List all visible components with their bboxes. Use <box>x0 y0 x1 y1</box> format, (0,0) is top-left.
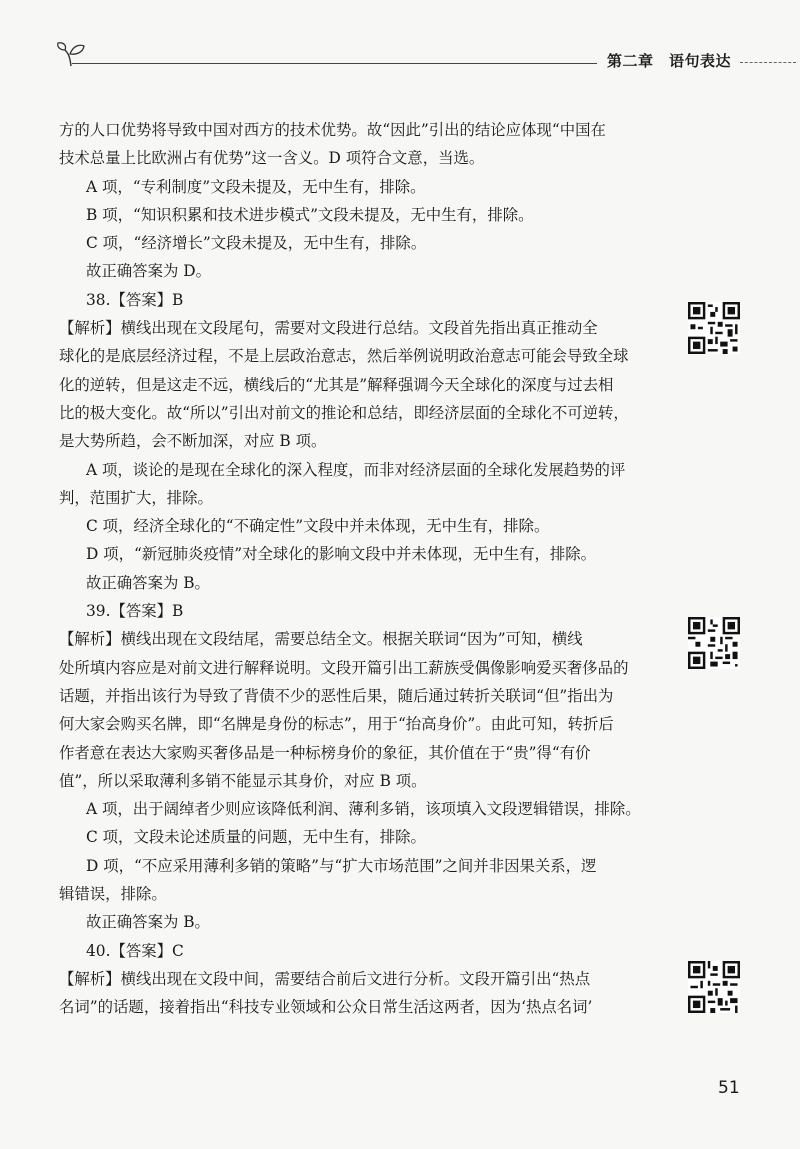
body-text <box>59 116 659 1022</box>
text-line: 故正确答案为 B。 <box>86 573 210 592</box>
text-line: 值”，所以采取薄利多销不能显示其身价，对应 B 项。 <box>59 771 427 790</box>
text-line: 技术总量上比欧洲占有优势”这一含义。D 项符合文意，当选。 <box>59 149 485 168</box>
text-line: 辑错误，排除。 <box>59 885 167 904</box>
text-line: 是大势所趋，会不断加深，对应 B 项。 <box>59 432 327 451</box>
qr-code-icon[interactable] <box>688 302 740 354</box>
text-line: 作者意在表达大家购买奢侈品是一种标榜身价的象征，其价值在于“贵”得“有价 <box>59 743 591 762</box>
text-line: 故正确答案为 B。 <box>86 913 210 932</box>
text-line: 故正确答案为 D。 <box>86 262 211 281</box>
text-line: 化的逆转，但是这走不远，横线后的“尤其是”解释强调今天全球化的深度与过去相 <box>59 375 614 394</box>
text-line: 处所填内容应是对前文进行解释说明。文段开篇引出工薪族受偶像影响爱买奢侈品的 <box>59 658 629 677</box>
header-rule <box>72 63 597 64</box>
text-line: 比的极大变化。故“所以”引出对前文的推论和总结，即经济层面的全球化不可逆转， <box>59 403 629 422</box>
header-rule-dashed <box>740 62 796 63</box>
text-line: 方的人口优势将导致中国对西方的技术优势。故“因此”引出的结论应体现“中国在 <box>59 121 606 139</box>
answer-line: 39.【答案】B <box>86 602 184 621</box>
chapter-title: 第二章 语句表达 <box>607 52 732 70</box>
text-line: C 项，文段未论述质量的问题，无中生有，排除。 <box>86 828 426 847</box>
text-line: C 项，经济全球化的“不确定性”文段中并未体现，无中生有，排除。 <box>86 517 550 536</box>
text-line: 【解析】横线出现在文段中间，需要结合前后文进行分析。文段开篇引出“热点 <box>59 969 591 988</box>
text-line: 球化的是底层经济过程，不是上层政治意志，然后举例说明政治意志可能会导致全球 <box>59 347 629 366</box>
text-line: D 项，“不应采用薄利多销的策略”与“扩大市场范围”之间并非因果关系，逻 <box>86 856 597 875</box>
running-header <box>0 40 800 80</box>
page-number: 51 <box>718 1078 740 1098</box>
text-line: 话题，并指出该行为导致了背债不少的恶性后果，随后通过转折关联词“但”指出为 <box>59 686 614 705</box>
text-line: 【解析】横线出现在文段尾句，需要对文段进行总结。文段首先指出真正推动全 <box>59 319 598 338</box>
qr-code-icon[interactable] <box>688 617 740 669</box>
text-line: D 项，“新冠肺炎疫情”对全球化的影响文段中并未体现，无中生有，排除。 <box>86 545 597 564</box>
text-line: 【解析】横线出现在文段结尾，需要总结全文。根据关联词“因为”可知，横线 <box>59 630 583 649</box>
text-line: A 项，“专利制度”文段未提及，无中生有，排除。 <box>86 177 426 196</box>
text-line: A 项，出于阔绰者少则应该降低利润、薄利多销，该项填入文段逻辑错误，排除。 <box>86 800 641 819</box>
answer-line: 38.【答案】B <box>86 290 184 309</box>
answer-line: 40.【答案】C <box>86 941 184 960</box>
text-line: C 项，“经济增长”文段未提及，无中生有，排除。 <box>86 234 427 253</box>
text-line: 判，范围扩大，排除。 <box>59 488 213 507</box>
text-line: 名词”的话题，接着指出“科技专业领域和公众日常生活这两者，因为‘热点名词’ <box>59 998 593 1017</box>
text-line: A 项，谈论的是现在全球化的深入程度，而非对经济层面的全球化发展趋势的评 <box>86 460 626 479</box>
text-line: 何大家会购买名牌，即“名牌是身份的标志”，用于“抬高身价”。由此可知，转折后 <box>59 715 614 734</box>
qr-code-icon[interactable] <box>688 961 740 1013</box>
text-line: B 项，“知识积累和技术进步模式”文段未提及，无中生有，排除。 <box>86 205 534 224</box>
